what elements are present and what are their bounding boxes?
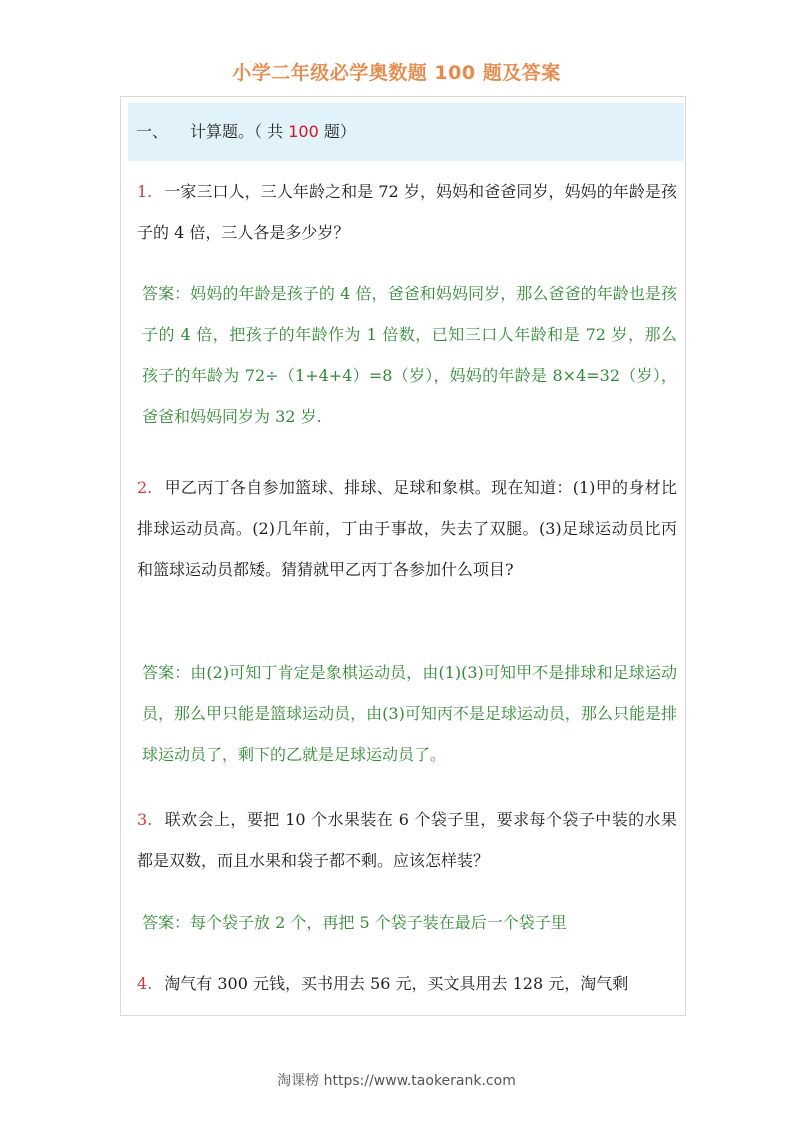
question-2: [137, 467, 677, 590]
question-number: 3.: [137, 810, 153, 829]
section-suffix: 题）: [323, 122, 356, 141]
footer-link[interactable]: 淘课榜 https://www.taokerank.com: [277, 1073, 516, 1089]
question-3: [137, 799, 677, 881]
section-count: 100: [288, 122, 319, 141]
question-number: 2.: [137, 478, 153, 497]
question-text: 淘气有 300 元钱，买书用去 56 元，买文具用去 128 元，淘气剩: [164, 974, 629, 993]
section-prefix: 一、: [136, 122, 169, 141]
question-1: [137, 171, 677, 253]
answer-3: 答案：每个袋子放 2 个，再把 5 个袋子装在最后一个袋子里: [142, 913, 567, 932]
question-number: 1.: [137, 182, 153, 201]
question-number: 4.: [137, 974, 153, 993]
content-box: [120, 96, 686, 1016]
answer-2: 答案：由(2)可知丁肯定是象棋运动员，由(1)(3)可知甲不是排球和足球运动员，那么甲只能是篮球运动员，由(3)可知丙不是足球运动员，那么只能是排球运动员了，剩下的乙就是足球运动员了。: [142, 663, 677, 764]
question-text: 一家三口人，三人年龄之和是 72 岁，妈妈和爸爸同岁，妈妈的年龄是孩子的 4 倍，三人各是多少岁？: [137, 182, 677, 242]
question-text: 联欢会上，要把 10 个水果装在 6 个袋子里，要求每个袋子中装的水果都是双数，而且水果和袋子都不剩。应该怎样装？: [137, 810, 677, 870]
answer-1: 答案：妈妈的年龄是孩子的 4 倍，爸爸和妈妈同岁，那么爸爸的年龄也是孩子的 4 倍，把孩子的年龄作为 1 倍数，已知三口人年龄和是 72 岁，那么孩子的年龄为 72÷（1+4+4）=8（岁），妈妈的年龄是 8×4=32（岁），爸爸和妈妈同岁为 32 岁.: [142, 284, 677, 426]
section-label: 计算题。（ 共: [190, 122, 284, 141]
question-text: 甲乙丙丁各自参加篮球、排球、足球和象棋。现在知道：(1)甲的身材比排球运动员高。(2)几年前，丁由于事故，失去了双腿。(3)足球运动员比丙和篮球运动员都矮。猜猜就甲乙丙丁各参加什么项目?: [137, 478, 677, 579]
document-title: 小学二年级必学奥数题 100 题及答案: [232, 62, 561, 84]
question-4: [137, 963, 677, 1004]
section-header: [128, 103, 684, 161]
